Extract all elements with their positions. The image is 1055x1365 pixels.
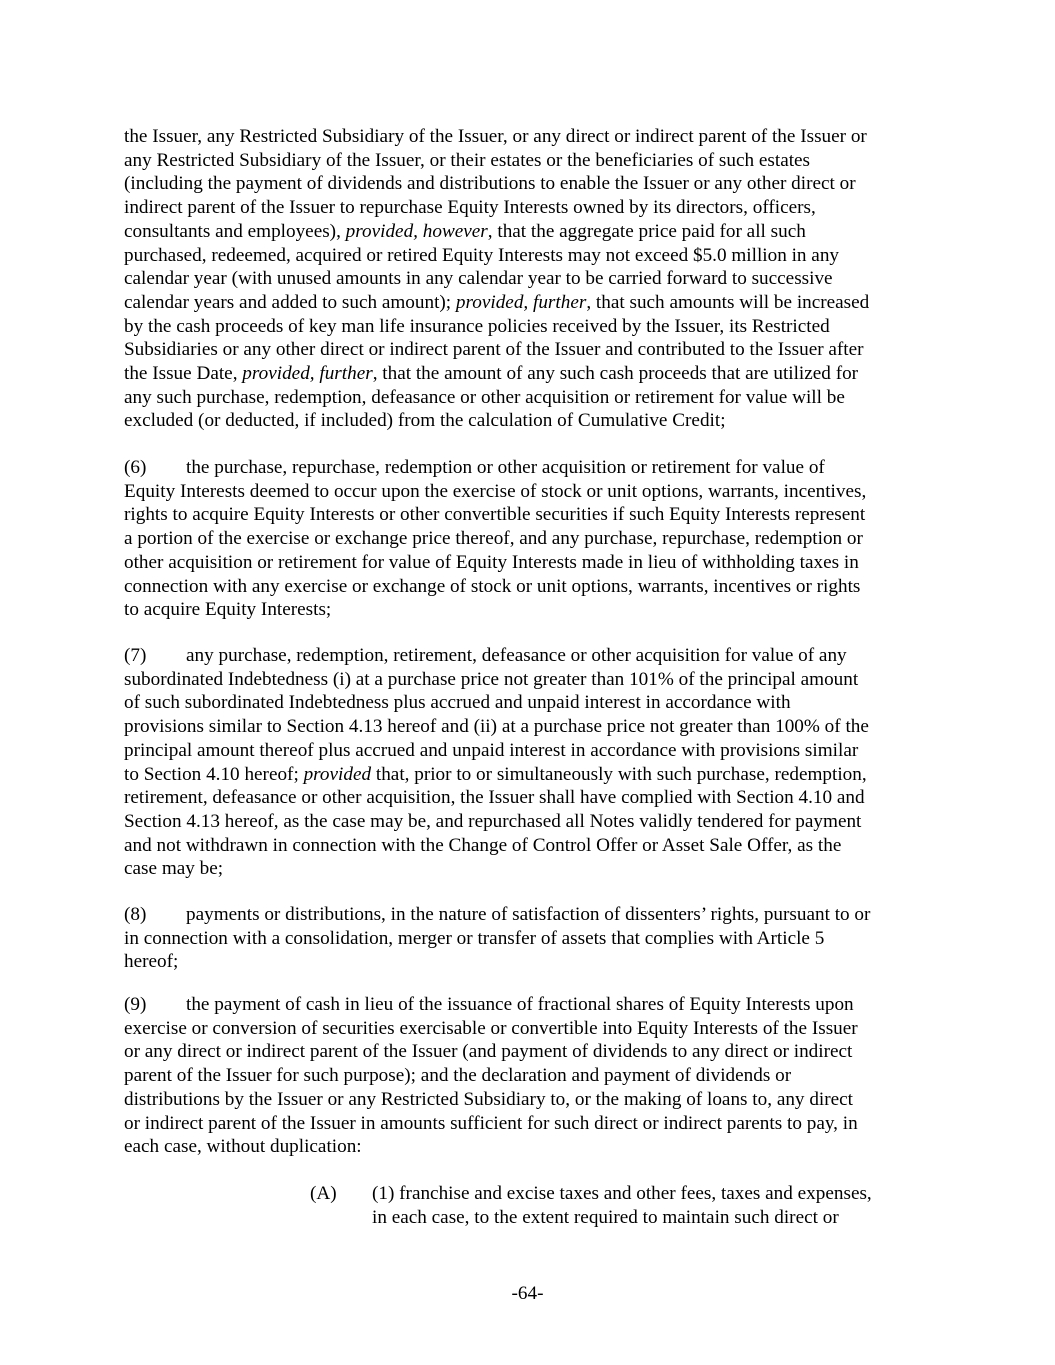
text-line [124,220,936,244]
text-run: to Section 4.10 hereof; [124,763,304,785]
clause-7 [124,644,936,881]
text-line: or any direct or indirect parent of the Issuer (and payment of dividends to any direct or indirect [124,1041,853,1063]
text-line [124,456,936,480]
text-line [124,993,936,1017]
text-line: Section 4.13 hereof, as the case may be, and repurchased all Notes validly tendered for payment [124,810,862,832]
text-line: in each case, to the extent required to maintain such direct or [372,1206,839,1228]
text-line: each case, without duplication: [124,1136,362,1158]
clause-number: (9) [124,994,147,1015]
text-line: principal amount thereof plus accrued and unpaid interest in accordance with provisions similar [124,739,859,761]
text-line: a portion of the exercise or exchange price thereof, and any purchase, repurchase, redemption or [124,528,863,550]
subclause-text [372,1182,932,1229]
text-line [124,763,936,787]
text-run: , that the amount of any such cash proceeds that are utilized for [372,363,859,385]
clause-number: (8) [124,904,147,925]
text-line: indirect parent of the Issuer to repurchase Equity Interests owned by its directors, officers, [124,197,816,219]
text-line: excluded (or deducted, if included) from the calculation of Cumulative Credit; [124,410,726,432]
text-line: any such purchase, redemption, defeasance or other acquisition or retirement for value will be [124,386,845,408]
text-run: calendar years and added to such amount); [124,291,456,313]
subclause-label: (A) [310,1183,337,1204]
text-line [124,362,936,386]
emphasis-text: provided [303,763,372,785]
emphasis-text: provided, further [455,291,587,313]
text-line: of such subordinated Indebtedness plus accrued and unpaid interest in accordance with [124,692,791,714]
emphasis-text: provided, further [242,363,373,385]
text-line: the Issuer, any Restricted Subsidiary of the Issuer, or any direct or indirect parent of the Issuer or [124,126,867,147]
text-line: hereof; [124,951,179,973]
text-line [124,291,936,315]
text-line: Subsidiaries or any other direct or indirect parent of the Issuer and contributed to the Issuer after [124,339,864,361]
text-line: provisions similar to Section 4.13 hereof and (ii) at a purchase price not greater than 100% of the [124,716,869,738]
text-run: consultants and employees), [124,220,346,242]
text-run: that, prior to or simultaneously with such purchase, redemption, [371,763,867,785]
clause-8 [124,903,936,974]
text-line: retirement, defeasance or other acquisition, the Issuer shall have complied with Section 4.10 and [124,787,865,809]
emphasis-text: provided, however [345,220,488,242]
text-line [124,644,936,668]
clause-6 [124,456,936,622]
text-line: parent of the Issuer for such purpose); and the declaration and payment of dividends or [124,1065,792,1087]
text-line: to acquire Equity Interests; [124,599,332,621]
text-line: subordinated Indebtedness (i) at a purchase price not greater than 101% of the principal amount [124,668,859,690]
text-line: distributions by the Issuer or any Restricted Subsidiary to, or the making of loans to, any direct [124,1088,853,1110]
text-run: the payment of cash in lieu of the issuance of fractional shares of Equity Interests upon [186,994,854,1015]
text-run: , that such amounts will be increased [586,291,870,313]
text-run: , that the aggregate price paid for all such [487,220,806,242]
text-line: exercise or conversion of securities exercisable or convertible into Equity Interests of the Issuer [124,1017,858,1039]
page-number: -64- [511,1283,544,1304]
text-run: the Issue Date, [124,363,243,385]
continuation-paragraph [124,125,936,433]
text-line [124,903,936,927]
text-line: rights to acquire Equity Interests or other convertible securities if such Equity Interests represent [124,504,866,526]
clause-number: (6) [124,457,147,478]
text-line: Equity Interests deemed to occur upon the exercise of stock or unit options, warrants, incentives, [124,480,867,502]
text-line: in connection with a consolidation, merger or transfer of assets that complies with Article 5 [124,927,825,949]
text-line: (including the payment of dividends and distributions to enable the Issuer or any other direct or [124,173,856,195]
text-run: payments or distributions, in the nature of satisfaction of dissenters’ rights, pursuant to or [186,904,871,925]
text-run: any purchase, redemption, retirement, defeasance or other acquisition for value of any [186,645,847,666]
text-line: and not withdrawn in connection with the Change of Control Offer or Asset Sale Offer, as the [124,834,842,856]
clause-9 [124,993,936,1159]
clause-number: (7) [124,645,147,666]
text-line: any Restricted Subsidiary of the Issuer, or their estates or the beneficiaries of such estates [124,149,811,171]
text-line: (1) franchise and excise taxes and other fees, taxes and expenses, [372,1183,872,1204]
text-line: connection with any exercise or exchange of stock or unit options, warrants, incentives or rights [124,575,861,597]
text-run: the purchase, repurchase, redemption or other acquisition or retirement for value of [186,457,825,478]
text-line: calendar year (with unused amounts in any calendar year to be carried forward to successive [124,268,833,290]
text-line: other acquisition or retirement for value of Equity Interests made in lieu of withholding taxes in [124,551,859,573]
text-line: by the cash proceeds of key man life insurance policies received by the Issuer, its Restricted [124,315,830,337]
text-line: purchased, redeemed, acquired or retired Equity Interests may not exceed $5.0 million in any [124,244,840,266]
text-line: case may be; [124,858,224,880]
text-line: or indirect parent of the Issuer in amounts sufficient for such direct or indirect parents to pay, in [124,1112,858,1134]
